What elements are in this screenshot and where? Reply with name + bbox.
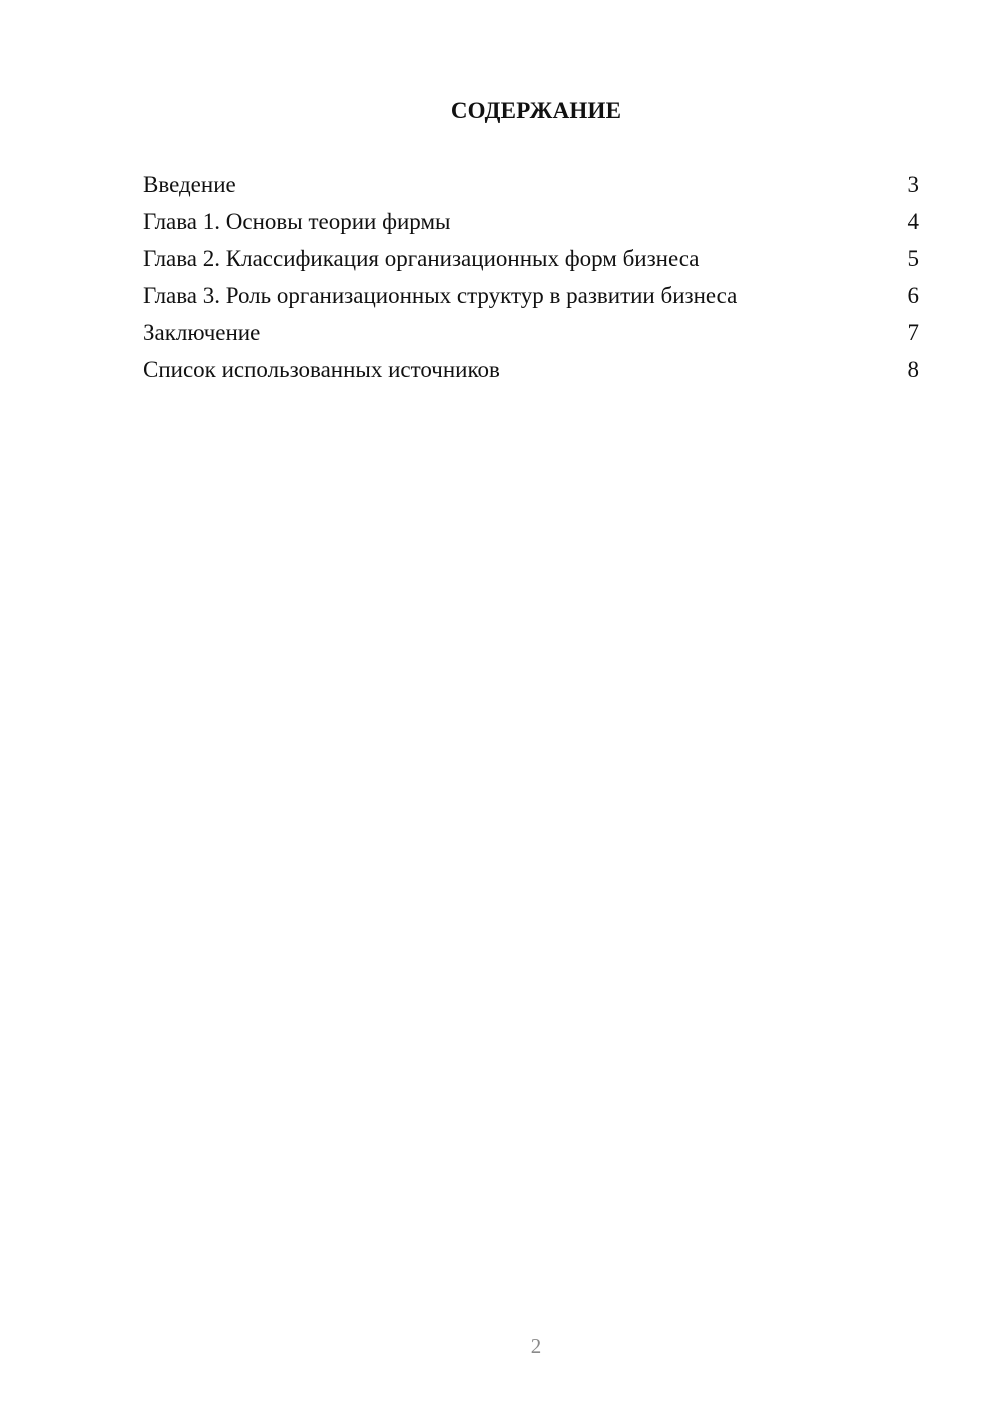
toc-entry-label: Список использованных источников (143, 357, 500, 382)
toc-entry-page-number: 4 (907, 209, 919, 234)
toc-entry-label: Глава 2. Классификация организационных форм бизнеса (143, 246, 700, 271)
toc-entry-chapter-1 (143, 207, 919, 244)
toc-entry-label: Заключение (143, 320, 261, 345)
toc-entry-label: Глава 1. Основы теории фирмы (143, 209, 451, 234)
toc-entry-page-number: 5 (907, 246, 919, 271)
toc-entry-label: Глава 3. Роль организационных структур в развитии бизнеса (143, 283, 738, 308)
toc-entry-chapter-3 (143, 281, 919, 318)
toc-entry-references (143, 355, 919, 392)
toc-entry-chapter-2 (143, 244, 919, 281)
toc-entry-page-number: 8 (907, 357, 919, 382)
page-number: 2 (530, 1334, 542, 1358)
toc-entry-page-number: 3 (907, 172, 919, 197)
toc-entry-introduction (143, 170, 919, 207)
page-title: СОДЕРЖАНИЕ (450, 98, 622, 123)
toc-entry-page-number: 7 (907, 320, 919, 345)
table-of-contents (143, 170, 919, 392)
toc-entry-label: Введение (143, 172, 236, 197)
toc-entry-conclusion (143, 318, 919, 355)
toc-entry-page-number: 6 (907, 283, 919, 308)
